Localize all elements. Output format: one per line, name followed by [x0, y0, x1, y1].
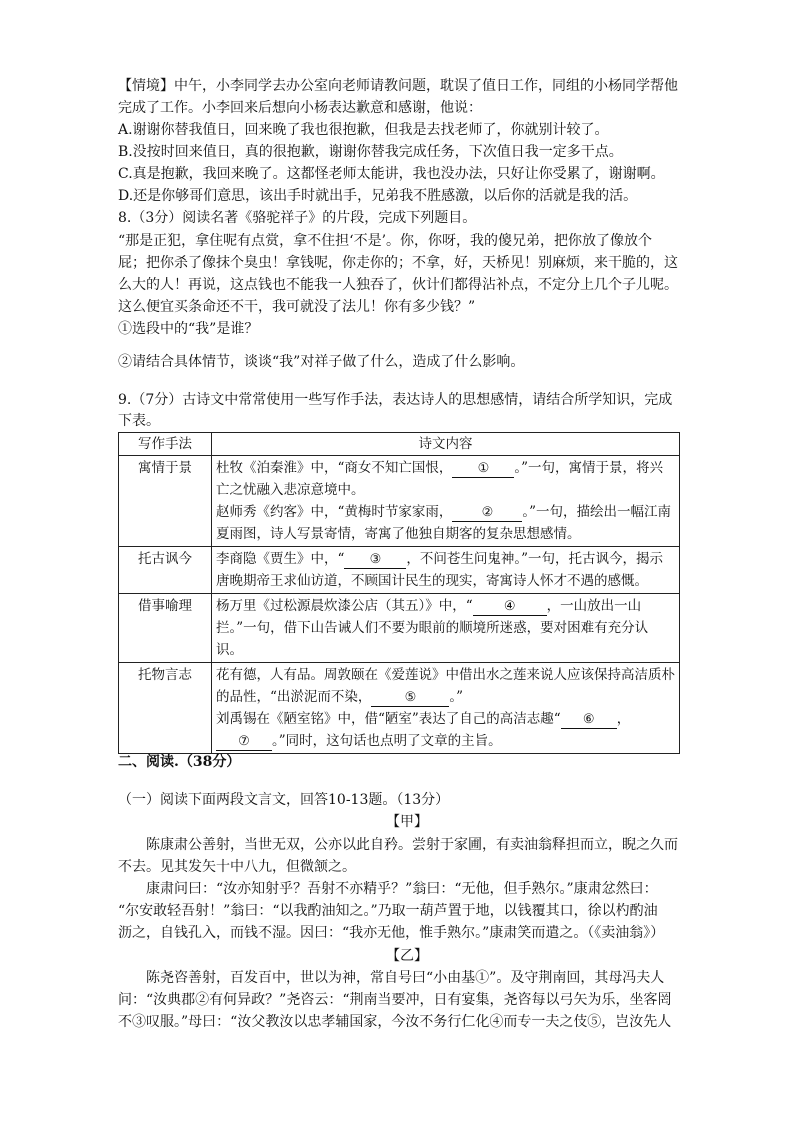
yi-line-3: 不③叹服。”母曰：“汝父教汝以忠孝辅国家，今汝不务行仁化④而专一夫之伎⑤，岂汝先人 — [118, 1014, 672, 1030]
content-text: 。” — [449, 689, 464, 705]
q8-stem: 8.（3分）阅读名著《骆驼祥子》的片段，完成下列题目。 — [118, 210, 477, 226]
jia-line-4: “尔安敢轻吾射！”翁曰：“以我酌油知之。”乃取一葫芦置于地，以钱覆其口，徐以杓酌油 — [118, 903, 658, 919]
method-cell: 托古讽今 — [119, 547, 212, 594]
content-cell — [212, 547, 680, 594]
situation-option-d: D.还是你够哥们意思，该出手时就出手，兄弟我不胜感激，以后你的活就是我的活。 — [118, 188, 638, 204]
jia-line-5: 沥之，自钱孔入，而钱不湿。因曰：“我亦无他，惟手熟尔。”康肃笑而遣之。（《卖油翁》） — [118, 925, 665, 941]
jia-line-1: 陈康肃公善射，当世无双，公亦以此自矜。尝射于家圃，有卖油翁释担而立，睨之久而 — [146, 837, 678, 853]
answer-blank-5[interactable]: ⑤ — [371, 690, 449, 707]
table-row — [119, 663, 680, 754]
situation-option-c: C.真是抱歉，我回来晚了。这都怪老师太能讲，我也没办法，只好让你受累了，谢谢啊。 — [118, 166, 665, 182]
situation-line-2: 完成了工作。小李回来后想向小杨表达歉意和感谢，他说： — [118, 100, 482, 116]
method-cell: 寓情于景 — [119, 456, 212, 547]
header-content: 诗文内容 — [212, 433, 680, 456]
jia-line-2: 不去。见其发矢十中八九，但微颔之。 — [118, 859, 356, 875]
q8-passage-line-4: 这么便宜买条命还不干，我可就没了法儿！你有多少钱？” — [118, 299, 476, 315]
situation-option-a: A.谢谢你替我值日，回来晚了我也很抱歉，但我是去找老师了，你就别计较了。 — [118, 122, 609, 138]
situation-line-1: 【情境】中午，小李同学去办公室向老师请教问题，耽误了值日工作，同组的小杨同学帮他 — [118, 78, 678, 94]
table-header-row — [119, 433, 680, 456]
content-text: 花有德，人有品。周敦颐在《爱莲说》中借出水之莲来说人应该保持高洁质朴的品性，“出淤泥而不染， — [216, 667, 675, 705]
content-text: 杜牧《泊秦淮》中，“商女不知亡国恨， — [216, 460, 453, 476]
content-text: 。”一句，寓情于景，将兴亡之忧融入悲凉意境中。 — [216, 460, 664, 498]
content-text: 。”一句，描绘出一幅江南夏雨图，诗人写景寄情，寄寓了他独自期客的复杂思想感情。 — [216, 504, 672, 542]
content-text: ，一山放出一山拦。”一句，借下山告诫人们不要为眼前的顺境所迷惑，要对困难有充分认识。 — [216, 598, 649, 658]
method-cell: 借事喻理 — [119, 594, 212, 663]
answer-blank-3[interactable]: ③ — [344, 552, 406, 569]
section-2-part-1: （一）阅读下面两段文言文，回答10-13题。（13分） — [118, 792, 450, 808]
content-cell — [212, 663, 680, 754]
method-cell: 托物言志 — [119, 663, 212, 754]
yi-line-2: 问：“汝典郡②有何异政？”尧咨云：“荆南当要冲，日有宴集，尧咨每以弓矢为乐，坐客罔 — [118, 992, 672, 1008]
answer-blank-6[interactable]: ⑥ — [561, 712, 617, 729]
content-cell — [212, 594, 680, 663]
jia-line-3: 康肃问曰：“汝亦知射乎？吾射不亦精乎？”翁曰：“无他，但手熟尔。”康肃忿然曰： — [146, 881, 658, 897]
answer-blank-7[interactable]: ⑦ — [216, 734, 272, 751]
content-text: ，不问苍生问鬼神。”一句，托古讽今，揭示唐晚期帝王求仙访道，不顾国计民生的现实，寄寓诗人怀才不遇的感慨。 — [216, 551, 664, 589]
q8-sub-question-1: ①选段中的“我”是谁？ — [118, 321, 259, 337]
content-text: 杨万里《过松源晨炊漆公店（其五）》中，“ — [216, 598, 473, 614]
q8-sub-question-2: ②请结合具体情节，谈谈“我”对祥子做了什么，造成了什么影响。 — [118, 354, 525, 370]
situation-option-b: B.没按时回来值日，真的很抱歉，谢谢你替我完成任务，下次值日我一定多干点。 — [118, 144, 623, 160]
q8-passage-line-2: 屁；把你杀了像抹个臭虫！拿钱呢，你走你的；不拿，好，天桥见！别麻烦，来干脆的，这 — [118, 255, 678, 271]
q9-stem-line-1: 9.（7分）古诗文中常常使用一些写作手法，表达诗人的思想感情，请结合所学知识，完成 — [118, 392, 673, 408]
q8-passage-line-1: “那是正犯，拿住呢有点赏，拿不住担‘不是’。你，你呀，我的傻兄弟，把你放了像放个 — [118, 233, 653, 249]
table-row — [119, 547, 680, 594]
answer-blank-1[interactable]: ① — [452, 461, 514, 478]
answer-blank-2[interactable]: ② — [452, 505, 522, 522]
passage-jia-heading: 【甲】 — [386, 814, 428, 830]
content-cell — [212, 456, 680, 547]
content-text: ， — [616, 711, 631, 727]
content-text: 刘禹锡在《陋室铭》中，借“陋室”表达了自己的高洁志趣“ — [216, 711, 561, 727]
header-method: 写作手法 — [119, 433, 212, 456]
passage-yi-heading: 【乙】 — [386, 948, 428, 964]
yi-line-1: 陈尧咨善射，百发百中，世以为神，常自号曰“小由基①”。及守荆南回，其母冯夫人 — [146, 970, 665, 986]
content-text: 。”同时，这句话也点明了文章的主旨。 — [272, 733, 502, 749]
content-text: 李商隐《贾生》中，“ — [216, 551, 345, 567]
answer-blank-4[interactable]: ④ — [473, 599, 547, 616]
table-row — [119, 456, 680, 547]
q9-stem-line-2: 下表。 — [118, 413, 160, 429]
q8-passage-line-3: 么大的人！再说，这点钱也不能我一人独吞了，伙计们都得沾补点，不定分上几个子儿呢。 — [118, 277, 678, 293]
section-2-title: 二、阅读.（38分） — [118, 754, 241, 770]
q9-technique-table — [118, 432, 680, 754]
content-text: 赵师秀《约客》中，“黄梅时节家家雨， — [216, 504, 453, 520]
table-row — [119, 594, 680, 663]
